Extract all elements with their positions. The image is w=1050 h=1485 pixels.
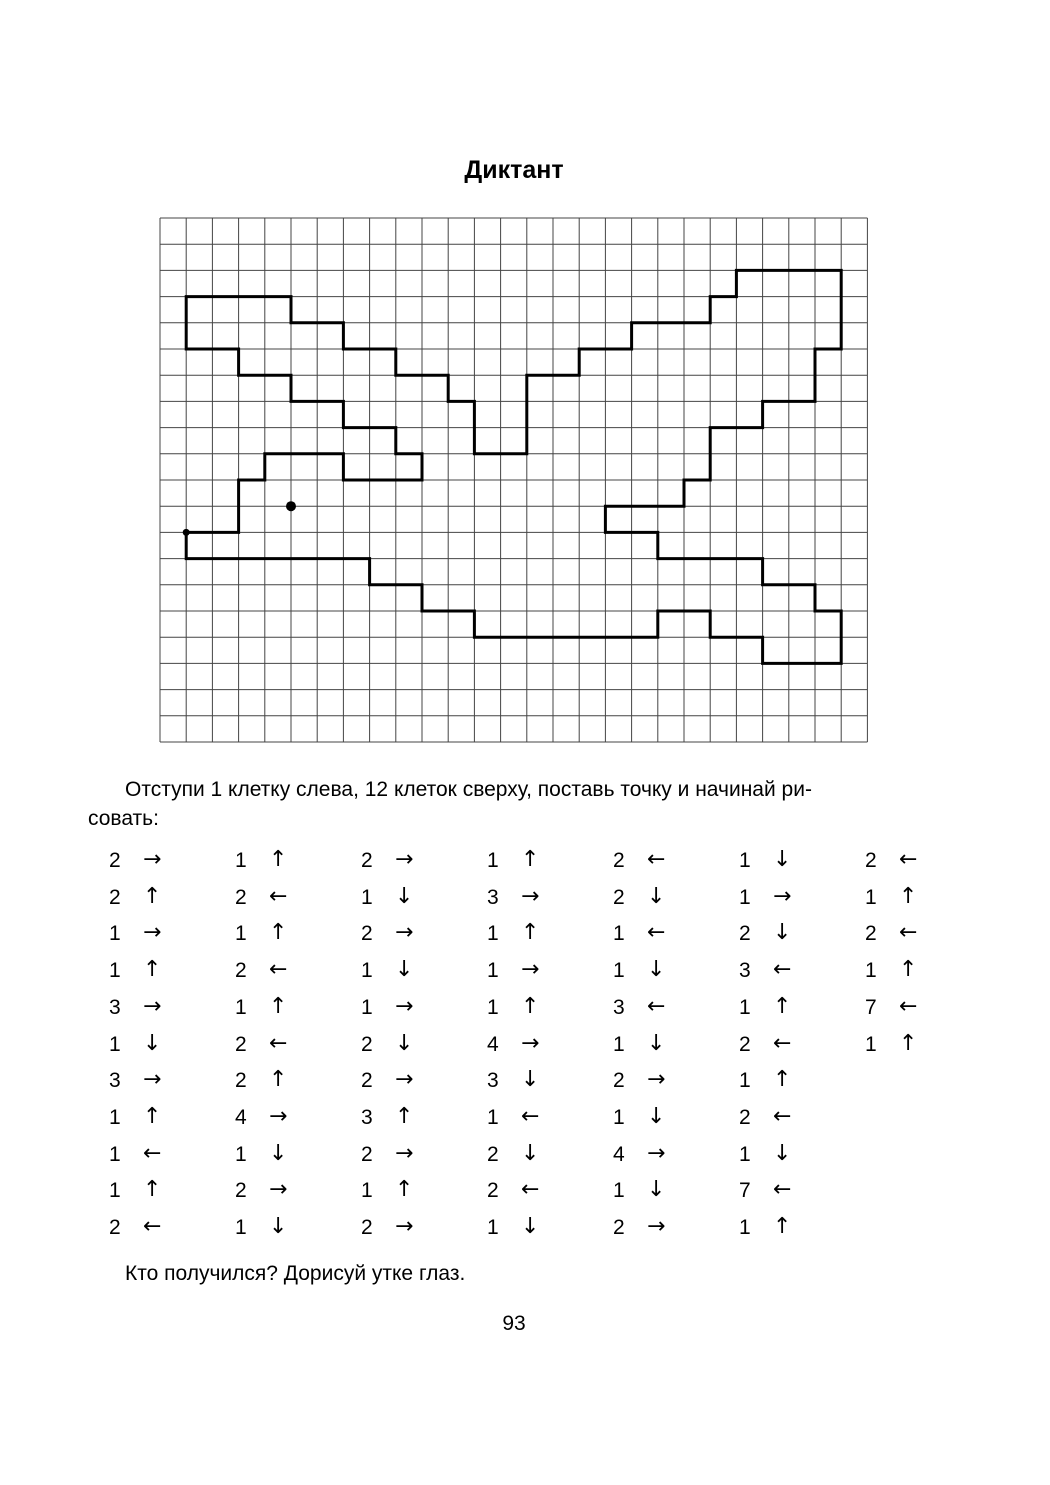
- step-count: 1: [235, 849, 247, 872]
- step-direction-arrow-icon: ↓: [773, 920, 792, 946]
- step-direction-arrow-icon: ↓: [269, 1214, 288, 1239]
- step-direction-arrow-icon: ↑: [269, 993, 288, 1019]
- step-count: 2: [235, 1179, 247, 1203]
- step-direction-arrow-icon: ↓: [773, 847, 792, 872]
- dictation-step: [109, 883, 209, 913]
- dictation-step: [739, 846, 839, 876]
- step-direction-arrow-icon: ↓: [647, 957, 666, 983]
- dictation-step: [109, 1140, 209, 1170]
- step-count: 2: [235, 1069, 247, 1093]
- step-direction-arrow-icon: ←: [143, 1214, 162, 1239]
- step-count: 1: [109, 1179, 121, 1203]
- instructions: [88, 775, 948, 833]
- step-direction-arrow-icon: →: [395, 993, 414, 1019]
- step-count: 7: [739, 1179, 751, 1203]
- step-count: 1: [361, 995, 373, 1019]
- step-count: 2: [613, 849, 625, 872]
- dictation-step: [361, 1030, 461, 1060]
- step-direction-arrow-icon: →: [647, 1214, 666, 1239]
- step-direction-arrow-icon: ←: [521, 1177, 540, 1203]
- dictation-step: [613, 1066, 713, 1096]
- dictation-step: [739, 1066, 839, 1096]
- dictation-step: [361, 883, 461, 913]
- dictation-step: [487, 1030, 587, 1060]
- step-count: 2: [487, 1142, 499, 1166]
- step-direction-arrow-icon: ↑: [395, 1103, 414, 1129]
- dictation-step: [109, 1213, 209, 1243]
- dictation-step: [235, 956, 335, 986]
- step-direction-arrow-icon: ↓: [647, 1103, 666, 1129]
- dictation-step: [361, 993, 461, 1023]
- dictation-step: [739, 1176, 839, 1206]
- dictation-step: [361, 1213, 461, 1243]
- step-direction-arrow-icon: →: [143, 847, 162, 872]
- dictation-step: [487, 956, 587, 986]
- step-count: 1: [865, 1032, 877, 1056]
- step-direction-arrow-icon: ↑: [899, 1030, 918, 1056]
- dictation-step: [361, 956, 461, 986]
- step-count: 2: [361, 922, 373, 946]
- step-count: 1: [109, 1142, 121, 1166]
- step-count: 2: [361, 1032, 373, 1056]
- dictation-step: [487, 1066, 587, 1096]
- step-direction-arrow-icon: ↓: [269, 1140, 288, 1166]
- step-direction-arrow-icon: →: [521, 1030, 540, 1056]
- dictation-step: [865, 993, 965, 1023]
- step-count: 1: [487, 1105, 499, 1129]
- step-direction-arrow-icon: →: [647, 1140, 666, 1166]
- duck-eye: [286, 501, 296, 511]
- dictation-step: [109, 1176, 209, 1206]
- dictation-step: [109, 1103, 209, 1133]
- step-count: 7: [865, 995, 877, 1019]
- step-direction-arrow-icon: →: [647, 1067, 666, 1093]
- dictation-step: [865, 846, 965, 876]
- dictation-step: [109, 956, 209, 986]
- step-count: 1: [361, 1179, 373, 1203]
- step-direction-arrow-icon: ←: [899, 993, 918, 1019]
- step-direction-arrow-icon: ←: [773, 957, 792, 983]
- dictation-step: [613, 1103, 713, 1133]
- step-count: 1: [487, 959, 499, 983]
- step-count: 3: [109, 1069, 121, 1093]
- step-direction-arrow-icon: ↑: [899, 883, 918, 909]
- step-direction-arrow-icon: →: [395, 847, 414, 872]
- step-direction-arrow-icon: →: [395, 1214, 414, 1239]
- step-direction-arrow-icon: ↑: [143, 1103, 162, 1129]
- step-direction-arrow-icon: ↓: [521, 1140, 540, 1166]
- step-direction-arrow-icon: →: [269, 1103, 288, 1129]
- step-direction-arrow-icon: ↑: [143, 883, 162, 909]
- dictation-step: [361, 919, 461, 949]
- step-count: 3: [613, 995, 625, 1019]
- dictation-step: [865, 883, 965, 913]
- dictation-step: [487, 993, 587, 1023]
- step-count: 2: [865, 922, 877, 946]
- step-direction-arrow-icon: ↑: [143, 957, 162, 983]
- step-count: 3: [739, 959, 751, 983]
- dictation-step: [613, 846, 713, 876]
- step-direction-arrow-icon: →: [143, 920, 162, 946]
- step-count: 4: [235, 1105, 247, 1129]
- step-count: 2: [865, 849, 877, 872]
- step-count: 2: [109, 1216, 121, 1239]
- step-count: 3: [487, 1069, 499, 1093]
- step-count: 1: [739, 885, 751, 909]
- dictation-step: [613, 1213, 713, 1243]
- step-direction-arrow-icon: ←: [773, 1030, 792, 1056]
- dictation-step: [235, 1030, 335, 1060]
- step-count: 2: [235, 959, 247, 983]
- page-number: 93: [502, 1312, 526, 1335]
- dictation-step: [235, 993, 335, 1023]
- instruction-line-1: Отступи 1 клетку слева, 12 клеток сверху, поставь точку и начинай ри-: [125, 778, 812, 801]
- step-direction-arrow-icon: ↓: [395, 1030, 414, 1056]
- step-direction-arrow-icon: ↓: [773, 1140, 792, 1166]
- step-count: 1: [865, 959, 877, 983]
- step-direction-arrow-icon: →: [395, 1067, 414, 1093]
- step-count: 2: [361, 1069, 373, 1093]
- step-count: 1: [739, 1069, 751, 1093]
- step-direction-arrow-icon: ↓: [647, 1177, 666, 1203]
- step-direction-arrow-icon: ↑: [143, 1177, 162, 1203]
- step-direction-arrow-icon: →: [395, 920, 414, 946]
- step-count: 1: [613, 1032, 625, 1056]
- dictation-step: [235, 1213, 335, 1243]
- step-count: 2: [613, 1069, 625, 1093]
- dictation-step: [235, 1066, 335, 1096]
- dictation-step: [361, 846, 461, 876]
- dictation-step: [613, 883, 713, 913]
- step-direction-arrow-icon: ↑: [773, 1067, 792, 1093]
- step-direction-arrow-icon: →: [395, 1140, 414, 1166]
- step-count: 2: [739, 1105, 751, 1129]
- dictation-step: [487, 1176, 587, 1206]
- step-direction-arrow-icon: ↑: [269, 1067, 288, 1093]
- step-count: 1: [613, 1105, 625, 1129]
- step-direction-arrow-icon: ↑: [269, 847, 288, 872]
- step-count: 1: [739, 1142, 751, 1166]
- step-count: 1: [613, 959, 625, 983]
- dictation-step: [235, 846, 335, 876]
- step-direction-arrow-icon: ↑: [269, 920, 288, 946]
- step-count: 1: [739, 1216, 751, 1239]
- dictation-step: [109, 993, 209, 1023]
- step-count: 2: [361, 1216, 373, 1239]
- step-count: 1: [487, 849, 499, 872]
- step-count: 1: [109, 1105, 121, 1129]
- step-count: 1: [361, 959, 373, 983]
- question-text: Кто получился? Дорисуй утке глаз.: [125, 1262, 466, 1285]
- dictation-step: [613, 1140, 713, 1170]
- step-direction-arrow-icon: ←: [521, 1103, 540, 1129]
- dictation-step: [487, 1213, 587, 1243]
- dictation-step: [865, 919, 965, 949]
- dictation-step: [739, 993, 839, 1023]
- step-direction-arrow-icon: ←: [899, 847, 918, 872]
- step-count: 1: [739, 849, 751, 872]
- dictation-step: [361, 1176, 461, 1206]
- step-direction-arrow-icon: →: [521, 957, 540, 983]
- step-direction-arrow-icon: ←: [647, 993, 666, 1019]
- step-direction-arrow-icon: ↓: [521, 1067, 540, 1093]
- step-count: 3: [109, 995, 121, 1019]
- step-count: 1: [235, 995, 247, 1019]
- dictation-step: [739, 919, 839, 949]
- step-direction-arrow-icon: ←: [269, 883, 288, 909]
- step-direction-arrow-icon: ↑: [899, 957, 918, 983]
- step-count: 1: [865, 885, 877, 909]
- step-direction-arrow-icon: ←: [899, 920, 918, 946]
- step-direction-arrow-icon: ←: [773, 1103, 792, 1129]
- step-count: 2: [613, 1216, 625, 1239]
- step-count: 2: [487, 1179, 499, 1203]
- step-direction-arrow-icon: ↑: [773, 993, 792, 1019]
- step-count: 1: [487, 995, 499, 1019]
- dictation-step: [613, 1030, 713, 1060]
- dictation-step: [235, 883, 335, 913]
- step-count: 1: [109, 922, 121, 946]
- dictation-step: [109, 846, 209, 876]
- step-count: 2: [613, 885, 625, 909]
- step-direction-arrow-icon: ↑: [521, 847, 540, 872]
- step-direction-arrow-icon: →: [773, 883, 792, 909]
- step-count: 1: [109, 959, 121, 983]
- dictation-step: [361, 1103, 461, 1133]
- instruction-line-2: совать:: [88, 807, 159, 830]
- dictation-step: [613, 1176, 713, 1206]
- step-count: 3: [361, 1105, 373, 1129]
- dictation-step: [235, 1103, 335, 1133]
- step-direction-arrow-icon: →: [143, 993, 162, 1019]
- step-count: 2: [739, 922, 751, 946]
- step-direction-arrow-icon: ←: [143, 1140, 162, 1166]
- step-direction-arrow-icon: ↑: [521, 920, 540, 946]
- step-direction-arrow-icon: ↓: [521, 1214, 540, 1239]
- page-title: Диктант: [464, 156, 564, 184]
- step-count: 1: [613, 1179, 625, 1203]
- step-count: 2: [361, 1142, 373, 1166]
- dictation-step: [739, 1213, 839, 1243]
- step-direction-arrow-icon: ↑: [521, 993, 540, 1019]
- step-count: 4: [487, 1032, 499, 1056]
- step-direction-arrow-icon: →: [521, 883, 540, 909]
- step-direction-arrow-icon: ↓: [647, 883, 666, 909]
- dictation-step: [613, 919, 713, 949]
- step-direction-arrow-icon: →: [269, 1177, 288, 1203]
- dictation-step: [739, 1030, 839, 1060]
- dictation-step: [739, 956, 839, 986]
- step-count: 1: [235, 1142, 247, 1166]
- dictation-step: [109, 919, 209, 949]
- step-direction-arrow-icon: ←: [269, 957, 288, 983]
- dictation-step: [109, 1030, 209, 1060]
- step-count: 2: [109, 849, 121, 872]
- dictation-step: [739, 883, 839, 913]
- dictation-step: [109, 1066, 209, 1096]
- dictation-step: [361, 1140, 461, 1170]
- start-point: [183, 529, 190, 536]
- duck-outline: [186, 270, 841, 663]
- step-count: 1: [235, 922, 247, 946]
- dictation-step: [361, 1066, 461, 1096]
- dictation-step: [739, 1140, 839, 1170]
- step-direction-arrow-icon: ↑: [395, 1177, 414, 1203]
- dictation-step: [487, 846, 587, 876]
- step-direction-arrow-icon: ←: [647, 920, 666, 946]
- step-direction-arrow-icon: ↓: [647, 1030, 666, 1056]
- dictation-step: [487, 1103, 587, 1133]
- dictation-step: [235, 1176, 335, 1206]
- dictation-step: [739, 1103, 839, 1133]
- step-count: 1: [109, 1032, 121, 1056]
- step-count: 1: [487, 1216, 499, 1239]
- step-count: 2: [235, 1032, 247, 1056]
- step-direction-arrow-icon: ←: [269, 1030, 288, 1056]
- dictation-step: [235, 919, 335, 949]
- step-count: 3: [487, 885, 499, 909]
- step-count: 1: [613, 922, 625, 946]
- step-direction-arrow-icon: ↓: [395, 957, 414, 983]
- dictation-step: [865, 1030, 965, 1060]
- dictation-step: [613, 956, 713, 986]
- step-direction-arrow-icon: ↑: [773, 1214, 792, 1239]
- step-direction-arrow-icon: ↓: [143, 1030, 162, 1056]
- dictation-step: [487, 919, 587, 949]
- step-direction-arrow-icon: ←: [647, 847, 666, 872]
- step-count: 2: [361, 849, 373, 872]
- step-direction-arrow-icon: ←: [773, 1177, 792, 1203]
- dictation-step: [487, 1140, 587, 1170]
- step-direction-arrow-icon: ↓: [395, 883, 414, 909]
- dictation-step: [235, 1140, 335, 1170]
- step-direction-arrow-icon: →: [143, 1067, 162, 1093]
- step-count: 2: [109, 885, 121, 909]
- step-count: 1: [487, 922, 499, 946]
- step-count: 2: [739, 1032, 751, 1056]
- step-count: 2: [235, 885, 247, 909]
- step-count: 1: [235, 1216, 247, 1239]
- step-count: 4: [613, 1142, 625, 1166]
- step-count: 1: [739, 995, 751, 1019]
- dictation-step: [613, 993, 713, 1023]
- dictation-step: [865, 956, 965, 986]
- dictation-step: [487, 883, 587, 913]
- step-count: 1: [361, 885, 373, 909]
